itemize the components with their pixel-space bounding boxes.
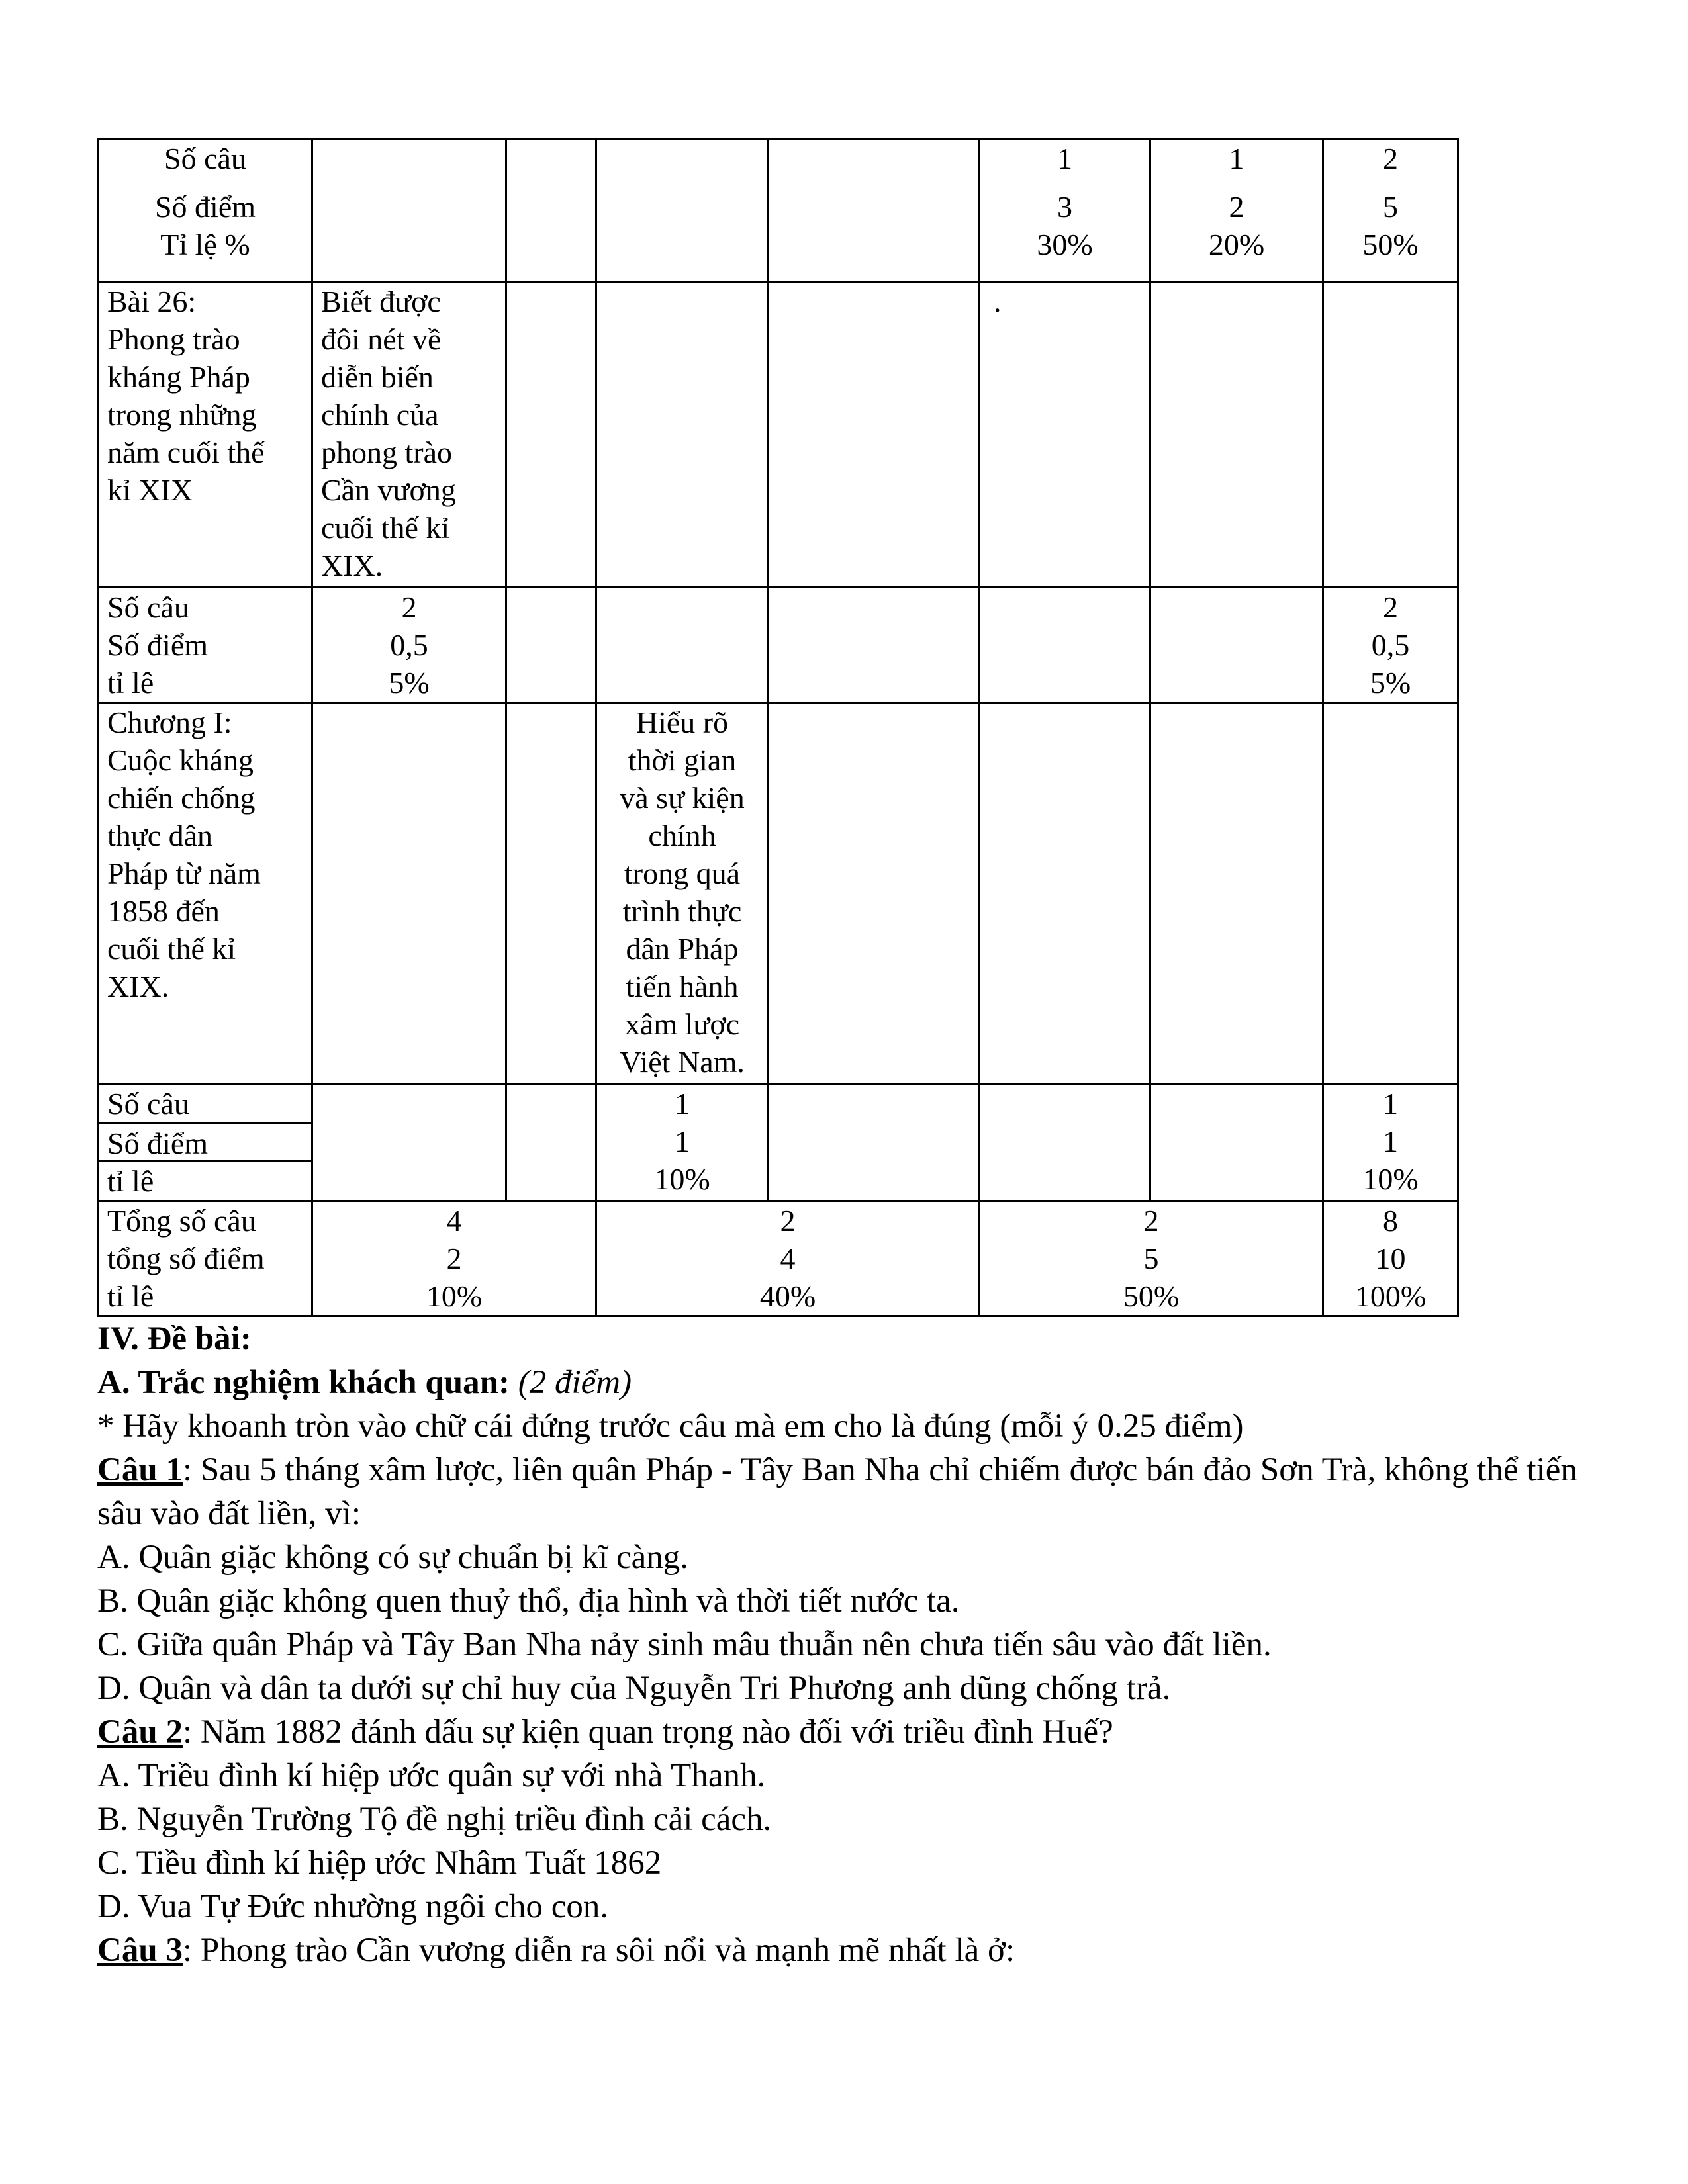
table-row [99, 1084, 1458, 1201]
total-cell: 2 0,5 5% [1323, 588, 1458, 703]
option: D. Vua Tự Đức nhường ngôi cho con. [97, 1888, 609, 1925]
table-cell [1150, 588, 1323, 703]
question-3: Câu 3: Phong trào Cần vương diễn ra sôi nổi và mạnh mẽ nhất là ở: [97, 1932, 1015, 1969]
table-cell: 1 2 20% [1150, 139, 1323, 282]
table-cell: 1 1 10% [596, 1084, 769, 1201]
table-cell [506, 703, 596, 1084]
table-cell [506, 1084, 596, 1201]
table-cell [312, 139, 506, 282]
option: A. Triều đình kí hiệp ước quân sự với nhà Thanh. [97, 1757, 766, 1794]
option: C. Giữa quân Pháp và Tây Ban Nha nảy sinh mâu thuẫn nên chưa tiến sâu vào đất liền. [97, 1626, 1272, 1663]
table-cell [1323, 703, 1458, 1084]
exam-section [97, 1317, 1600, 1972]
row-label: Số câu Số điểm tỉ lê [99, 1084, 312, 1201]
row-label: Số câu Số điểm tỉ lê [99, 588, 312, 703]
topic-cell: Bài 26: Phong trào kháng Pháp trong những năm cuối thế kỉ XIX [99, 282, 312, 588]
table-cell [312, 703, 506, 1084]
table-cell [769, 139, 980, 282]
table-cell: 2 0,5 5% [312, 588, 506, 703]
table-cell [1323, 282, 1458, 588]
table-row [99, 139, 1458, 282]
table-cell [596, 282, 769, 588]
understanding-cell: Hiểu rõ thời gian và sự kiện chính trong quá trình thực dân Pháp tiến hành xâm lược Việt Nam. [596, 703, 769, 1084]
table-cell: 2 4 40% [596, 1201, 980, 1316]
section-heading: IV. Đề bài: [97, 1320, 252, 1357]
knowledge-cell: Biết được đôi nét về diễn biến chính của phong trào Cần vương cuối thế kỉ XIX. [312, 282, 506, 588]
question-2: Câu 2: Năm 1882 đánh dấu sự kiện quan trọng nào đối với triều đình Huế? [97, 1713, 1113, 1751]
table-cell [769, 703, 980, 1084]
table-cell [596, 139, 769, 282]
total-cell: 1 1 10% [1323, 1084, 1458, 1201]
total-cell: 2 5 50% [1323, 139, 1458, 282]
row-label: Số câu Số điểm Tỉ lệ % [99, 139, 312, 282]
topic-cell: Chương I: Cuộc kháng chiến chống thực dân Pháp từ năm 1858 đến cuối thế kỉ XIX. [99, 703, 312, 1084]
table-row [99, 703, 1458, 1084]
section-a-heading: A. Trắc nghiệm khách quan: (2 điểm) [97, 1364, 632, 1401]
option: B. Nguyễn Trường Tộ đề nghị triều đình cải cách. [97, 1801, 772, 1838]
table-cell [769, 1084, 980, 1201]
table-cell: . [980, 282, 1150, 588]
table-cell [312, 1084, 506, 1201]
table-cell [769, 588, 980, 703]
table-cell [506, 139, 596, 282]
instruction: * Hãy khoanh tròn vào chữ cái đứng trước câu mà em cho là đúng (mỗi ý 0.25 điểm) [97, 1408, 1244, 1445]
table-cell [980, 1084, 1150, 1201]
question-1: Câu 1: Sau 5 tháng xâm lược, liên quân Pháp - Tây Ban Nha chỉ chiếm được bán đảo Sơn Trà, không thể tiến sâu vào đất liền, vì: [97, 1451, 1577, 1532]
table-cell [1150, 703, 1323, 1084]
option: B. Quân giặc không quen thuỷ thổ, địa hình và thời tiết nước ta. [97, 1582, 960, 1619]
table-cell [980, 703, 1150, 1084]
table-row [99, 282, 1458, 588]
table-row [99, 1201, 1458, 1316]
exam-matrix-table [97, 138, 1459, 1317]
table-cell: 4 2 10% [312, 1201, 596, 1316]
option: D. Quân và dân ta dưới sự chỉ huy của Nguyễn Tri Phương anh dũng chống trả. [97, 1670, 1171, 1707]
table-cell [506, 282, 596, 588]
total-cell: 8 10 100% [1323, 1201, 1458, 1316]
table-cell: 1 3 30% [980, 139, 1150, 282]
table-cell [596, 588, 769, 703]
table-cell [1150, 282, 1323, 588]
option: A. Quân giặc không có sự chuẩn bị kĩ càng. [97, 1539, 688, 1576]
row-label: Tổng số câu tổng số điểm tỉ lê [99, 1201, 312, 1316]
option: C. Tiều đình kí hiệp ước Nhâm Tuất 1862 [97, 1844, 662, 1882]
table-cell [980, 588, 1150, 703]
table-cell [506, 588, 596, 703]
table-cell: 2 5 50% [980, 1201, 1323, 1316]
table-row [99, 588, 1458, 703]
table-cell [1150, 1084, 1323, 1201]
table-cell [769, 282, 980, 588]
